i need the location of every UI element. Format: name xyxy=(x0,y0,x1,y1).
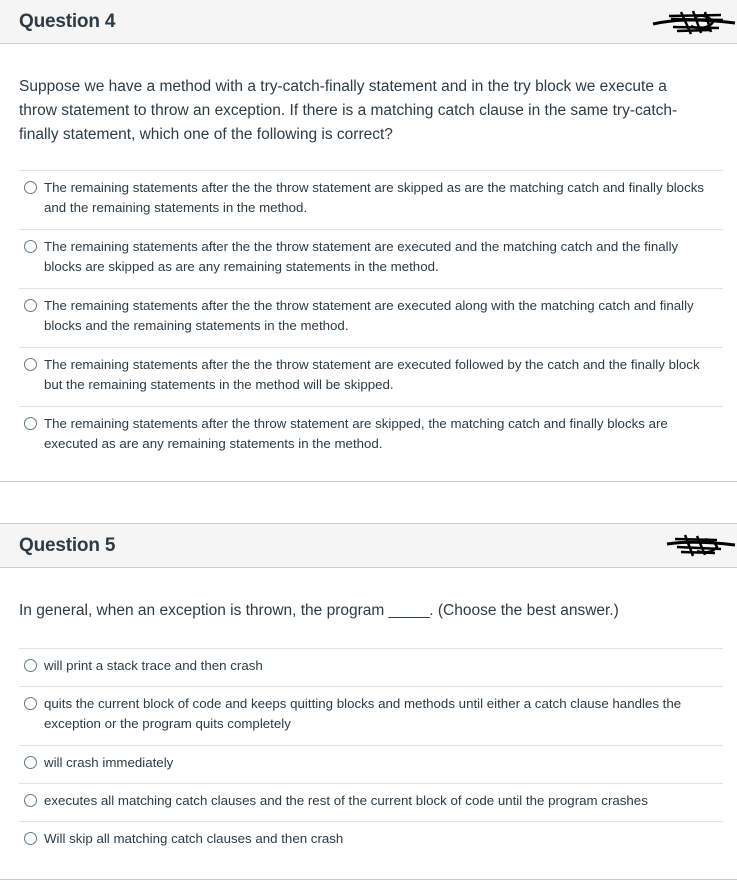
answer-blank: _____ xyxy=(388,602,430,619)
question-text-before: In general, when an exception is thrown, the program xyxy=(19,602,389,619)
answer-option[interactable] xyxy=(19,745,723,783)
radio-button[interactable] xyxy=(24,417,37,430)
answer-label: The remaining statements after the the throw statement are executed along with the matching catch and finally blocks and the remaining statements in the method. xyxy=(44,298,694,333)
radio-button[interactable] xyxy=(24,794,37,807)
radio-button[interactable] xyxy=(24,358,37,371)
answer-option[interactable] xyxy=(19,783,723,821)
question-text-after: . (Choose the best answer.) xyxy=(429,602,619,619)
answer-label: The remaining statements after the throw statement are skipped, the matching catch and finally blocks are executed as are any remaining statements in the method. xyxy=(44,416,668,451)
scribble-mark-icon xyxy=(651,530,737,562)
answer-label: Will skip all matching catch clauses and then crash xyxy=(44,831,344,846)
question-text xyxy=(19,599,697,623)
answer-label: quits the current block of code and keeps quitting blocks and methods until either a catch clause handles the exception or the program quits completely xyxy=(44,696,682,731)
answer-label: will print a stack trace and then crash xyxy=(44,658,263,673)
answer-list xyxy=(19,648,723,859)
radio-button[interactable] xyxy=(24,697,37,710)
answer-option[interactable] xyxy=(19,406,723,465)
radio-button[interactable] xyxy=(24,299,37,312)
answer-option[interactable] xyxy=(19,229,723,288)
radio-button[interactable] xyxy=(24,659,37,672)
radio-button[interactable] xyxy=(24,832,37,845)
answer-label: The remaining statements after the the throw statement are skipped as are the matching catch and finally blocks and the remaining statements in the method. xyxy=(44,180,705,215)
answer-option[interactable] xyxy=(19,288,723,347)
answer-label: will crash immediately xyxy=(44,755,174,770)
answer-option[interactable] xyxy=(19,648,723,686)
answer-option[interactable] xyxy=(19,170,723,229)
answer-list xyxy=(19,170,723,465)
question-title: Question 4 xyxy=(19,10,116,32)
question-header xyxy=(0,524,737,568)
answer-option[interactable] xyxy=(19,821,723,859)
radio-button[interactable] xyxy=(24,181,37,194)
question-text: Suppose we have a method with a try-catch-finally statement and in the try block we execute a throw statement to throw an exception. If there is a matching catch clause in the same try-catch-finally statement, which one of the following is correct? xyxy=(19,78,678,143)
question-title: Question 5 xyxy=(19,534,116,556)
answer-label: The remaining statements after the the throw statement are executed followed by the catch and the finally block but the remaining statements in the method will be skipped. xyxy=(44,357,700,392)
radio-button[interactable] xyxy=(24,240,37,253)
answer-label: executes all matching catch clauses and the rest of the current block of code until the program crashes xyxy=(44,793,648,808)
answer-label: The remaining statements after the the throw statement are executed and the matching catch and the finally blocks are skipped as are any remaining statements in the method. xyxy=(44,239,679,274)
radio-button[interactable] xyxy=(24,756,37,769)
question-5 xyxy=(0,523,737,880)
scribble-mark-icon xyxy=(651,6,737,38)
answer-option[interactable] xyxy=(19,347,723,406)
question-header xyxy=(0,0,737,44)
answer-option[interactable] xyxy=(19,686,723,745)
